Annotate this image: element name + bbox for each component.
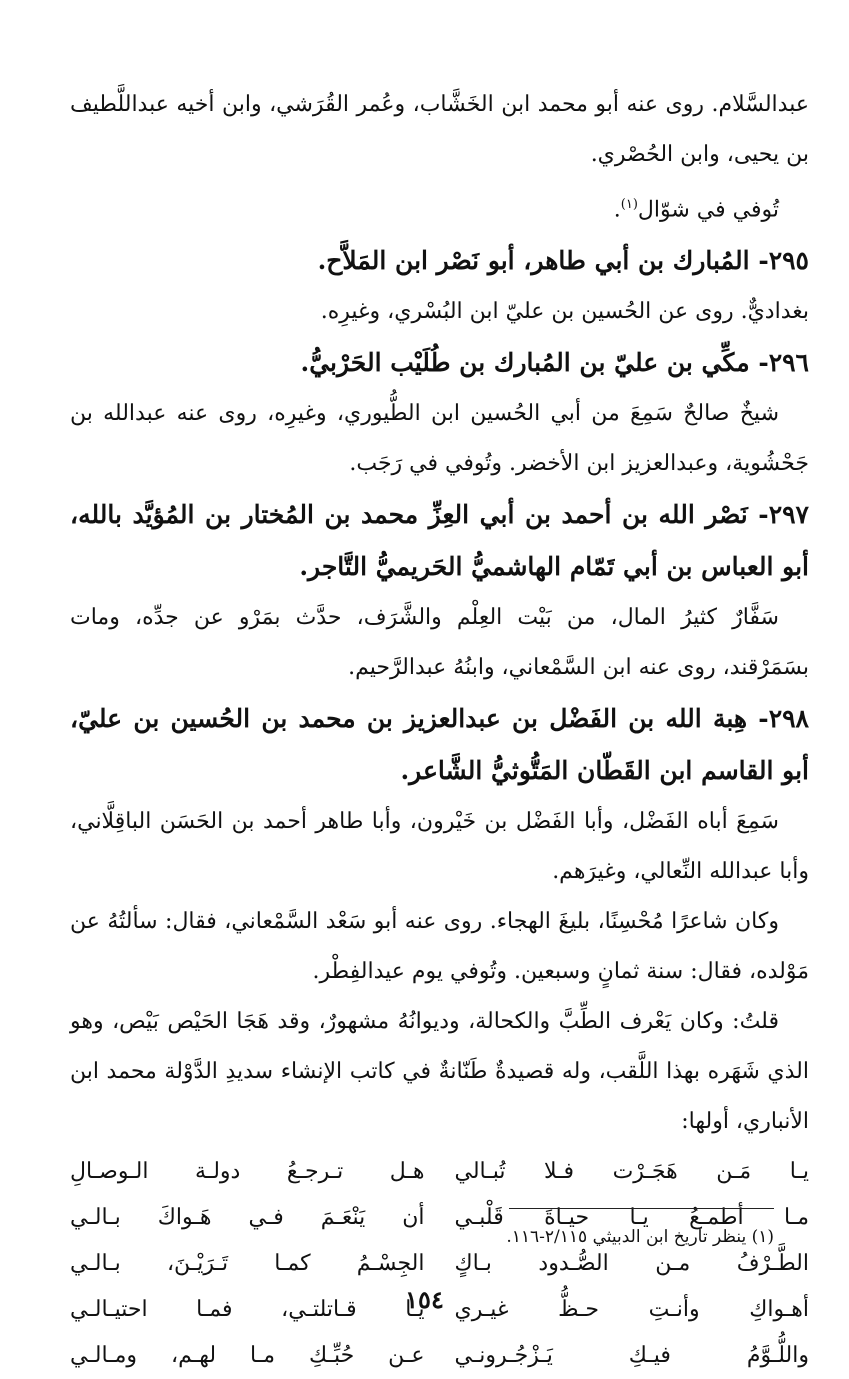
death-note: [70, 180, 809, 235]
entry-body-298-p1: سَمِعَ أباه الفَضْل، وأبا الفَضْل بن خَيْرون، وأبا طاهر أحمد بن الحَسَن الباقِلَّاني، وأبا عبدالله النِّعالي، وغيرَهم.: [70, 809, 809, 885]
page-number: ١٥٤: [405, 1285, 444, 1314]
entry-number: ٢٩٥-: [758, 246, 809, 276]
verse-second-hemistich: أن يَنْعَـمَ فـي هَـواكَ بـالـي: [70, 1205, 425, 1231]
verse-first-hemistich: مـا أطمـعُ يـا حيـاةَ قَلْبـي: [454, 1205, 809, 1231]
entry-heading-297: [70, 489, 809, 593]
verse-first-hemistich: أهـواكِ وأنـتِ حـظُّ غيـري: [454, 1297, 809, 1323]
verse-second-hemistich: يـا قـاتلتـي، فمـا احتيـالـي: [70, 1297, 425, 1323]
verse-first-hemistich: الطَّـرْفُ مـن الصُّـدود بـاكٍ: [454, 1251, 809, 1277]
entry-title: مكِّي بن عليّ بن المُبارك بن طُلَيْب الحَرْبيُّ.: [300, 348, 750, 378]
verse-second-hemistich: عـن حُبِّـكِ مـا لهـم، ومـالـي: [70, 1343, 425, 1369]
entry-heading-296: [70, 337, 809, 389]
footnote-divider: [509, 1208, 774, 1209]
verse-first-hemistich: يـا مَـن هَجَـرْت فـلا تُبـالي: [454, 1159, 809, 1185]
footnote: (١) ينظر تاريخ ابن الدبيثي ٢/١١٥-١١٦.: [506, 1227, 774, 1247]
paragraph-continuation: عبدالسَّلام. روى عنه أبو محمد ابن الخَشَّاب، وعُمر القُرَشي، وابن أخيه عبداللَّطيف بن يحيى، وابن الحُصْري.: [70, 92, 809, 167]
entry-title: هِبة الله بن الفَضْل بن عبدالعزيز بن محمد بن الحُسين بن عليّ، أبو القاسم ابن القَطّان المَتُّوثيُّ الشَّاعر.: [70, 704, 809, 786]
entry-title: نَصْر الله بن أحمد بن أبي العِزِّ محمد بن المُختار بن المُؤيَّد بالله، أبو العباس بن أبي تَمّام الهاشميُّ الحَريميُّ التَّاجر.: [70, 500, 809, 582]
entry-body-298-p3: قلتُ: وكان يَعْرف الطِّبَّ والكحالة، وديوانُهُ مشهورٌ، وقد هَجَا الحَيْص بَيْص، وهو الذي شَهَره بهذا اللَّقب، وله قصيدةٌ طَنّانةٌ في كاتب الإنشاء سديدِ الدَّوْلة محمد ابن الأنباري، أولها:: [70, 1009, 809, 1135]
verse-second-hemistich: هـل تـرجـعُ دولـة الـوصـالِ: [70, 1159, 425, 1185]
entry-body-297: سَفَّارٌ كثيرُ المال، من بَيْت العِلْم والشَّرَف، حدَّث بمَرْو عن جدِّه، ومات بسَمَرْقند، روى عنه ابن السَّمْعاني، وابنُهُ عبدالرَّحيم.: [70, 605, 809, 681]
entry-body-295: بغداديٌّ. روى عن الحُسين بن عليّ ابن البُسْري، وغيرِه.: [320, 299, 809, 325]
entry-number: ٢٩٦-: [758, 348, 809, 378]
entry-body-296: شيخٌ صالحٌ سَمِعَ من أبي الحُسين ابن الطُّيوري، وغيرِه، روى عنه عبدالله بن جَحْشُوية، وعبدالعزيز ابن الأخضر. وتُوفي في رَجَب.: [70, 401, 809, 477]
entry-heading-298: [70, 693, 809, 797]
entry-number: ٢٩٨-: [758, 704, 809, 734]
verse-second-hemistich: الجِسْـمُ كمـا تَـرَيْـنَ، بـالـي: [70, 1251, 425, 1277]
entry-heading-295: [70, 235, 809, 287]
entry-title: المُبارك بن أبي طاهر، أبو نَصْر ابن المَلاَّح.: [317, 246, 750, 276]
death-note-text: تُوفي في شوّال: [637, 197, 779, 223]
entry-body-298-p2: وكان شاعرًا مُحْسِنًا، بليغَ الهجاء. روى عنه أبو سَعْد السَّمْعاني، فقال: سألتُهُ عن مَوْلده، فقال: سنة ثمانٍ وسبعين. وتُوفي يوم عيدالفِطْر.: [70, 909, 809, 985]
entry-number: ٢٩٧-: [758, 500, 809, 530]
footnote-ref: (١): [620, 197, 638, 212]
verse-first-hemistich: واللُّـوَّمُ فيـكِ يَـزْجُـرونـي: [454, 1343, 809, 1369]
death-note-end: .: [613, 197, 621, 223]
poem: [70, 1149, 809, 1379]
